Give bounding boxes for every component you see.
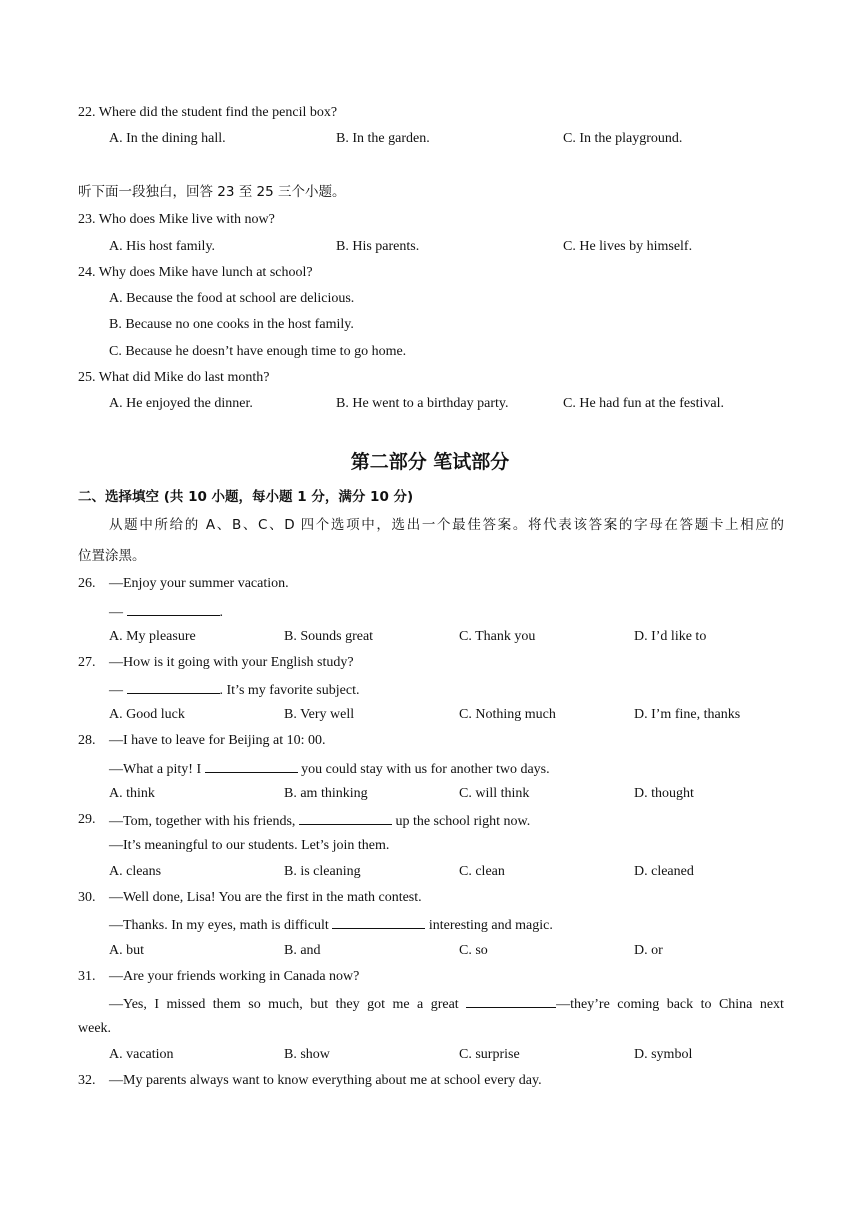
option-a: A. cleans [109,864,162,879]
question-28-options [0,783,860,805]
question-31: 31. —Are your friends working in Canada now? [0,966,860,988]
option-a: A. but [109,943,144,958]
question-26-blank-line: — . [0,600,860,622]
section-two-title: 二、选择填空 (共 10 小题，每小题 1 分，满分 10 分) [78,489,414,505]
option-b: B. show [284,1047,330,1062]
option-c: C. In the playground. [563,131,683,146]
question-29-line-2: —It’s meaningful to our students. Let’s join them. [109,838,390,853]
question-22-options [0,128,860,150]
option-b: B. His parents. [336,239,420,254]
question-27-options [0,704,860,726]
answer-blank [205,757,298,773]
option-a: A. His host family. [109,239,216,254]
question-30: 30. —Well done, Lisa! You are the first in the math contest. [0,887,860,909]
question-30-blank-line: —Thanks. In my eyes, math is difficult interesting and magic. [0,913,860,935]
question-line-1: —Enjoy your summer vacation. [109,576,289,591]
question-28-blank-line: —What a pity! I you could stay with us for another two days. [0,757,860,779]
section-two-instructions-cont: 位置涂黑。 [78,548,146,564]
question-22 [0,102,860,124]
option-c: C. surprise [459,1047,520,1062]
question-31-options [0,1044,860,1066]
option-a: A. My pleasure [109,629,196,644]
option-b: B. Sounds great [284,629,374,644]
answer-blank [332,913,425,929]
question-text: 23. Who does Mike live with now? [78,212,275,227]
question-28: 28. —I have to leave for Beijing at 10: 00. [0,730,860,752]
option-b: B. In the garden. [336,131,430,146]
option-b: B. He went to a birthday party. [336,396,509,411]
question-line-1: —My parents always want to know everything about me at school every day. [109,1073,542,1088]
question-29-options [0,861,860,883]
question-24 [0,262,860,284]
question-26-options [0,626,860,648]
option-b: B. Very well [284,707,355,722]
option-a: A. He enjoyed the dinner. [109,396,253,411]
question-30-options [0,940,860,962]
option-d: D. I’m fine, thanks [634,707,741,722]
option-a: A. In the dining hall. [109,131,226,146]
option-d: D. thought [634,786,694,801]
option-d: D. symbol [634,1047,693,1062]
question-31-blank-line: —Yes, I missed them so much, but they got me a great —they’re coming back to China next [0,992,860,1014]
question-line-1: —I have to leave for Beijing at 10: 00. [109,733,326,748]
section-two-instructions: 从题中所给的 A、B、C、D 四个选项中，选出一个最佳答案。将代表该答案的字母在答题卡上相应的 [109,517,784,533]
option-c: C. He had fun at the festival. [563,396,724,411]
answer-blank [299,809,392,825]
option-c: C. will think [459,786,530,801]
option-a: A. Good luck [109,707,185,722]
question-29: 29. —Tom, together with his friends, up the school right now. [0,809,860,831]
question-25-options [0,393,860,415]
option-c: C. so [459,943,488,958]
question-24-option-c: C. Because he doesn’t have enough time to go home. [109,344,407,359]
question-26: 26. —Enjoy your summer vacation. [0,573,860,595]
answer-blank [466,992,556,1008]
question-32: 32. —My parents always want to know everything about me at school every day. [0,1070,860,1092]
answer-blank [127,600,220,616]
question-25 [0,367,860,389]
option-c: C. He lives by himself. [563,239,693,254]
question-24-option-b: B. Because no one cooks in the host family. [109,317,354,332]
option-d: D. or [634,943,663,958]
question-line-1: —Tom, together with his friends, up the school right now. [109,809,530,833]
question-line-1: —How is it going with your English study? [109,655,354,670]
option-c: C. Nothing much [459,707,556,722]
option-c: C. Thank you [459,629,536,644]
question-27-blank-line: — . It’s my favorite subject. [0,678,860,700]
option-a: A. vacation [109,1047,174,1062]
question-text: 22. Where did the student find the pencil box? [78,105,338,120]
option-b: B. am thinking [284,786,368,801]
option-d: D. I’d like to [634,629,707,644]
option-c: C. clean [459,864,505,879]
question-line-1: —Well done, Lisa! You are the first in the math contest. [109,890,422,905]
option-d: D. cleaned [634,864,694,879]
option-b: B. and [284,943,321,958]
question-text: 25. What did Mike do last month? [78,370,270,385]
question-24-option-a: A. Because the food at school are delicious. [109,291,355,306]
part-two-title: 第二部分 笔试部分 [350,451,510,473]
question-27: 27. —How is it going with your English study? [0,652,860,674]
question-line-1: —Are your friends working in Canada now? [109,969,360,984]
option-a: A. think [109,786,155,801]
monologue-instruction: 听下面一段独白，回答 23 至 25 三个小题。 [78,184,346,200]
option-b: B. is cleaning [284,864,361,879]
answer-blank [127,678,220,694]
question-text: 24. Why does Mike have lunch at school? [78,265,313,280]
question-31-line-3: week. [78,1021,112,1036]
question-23 [0,209,860,231]
question-23-options [0,236,860,258]
